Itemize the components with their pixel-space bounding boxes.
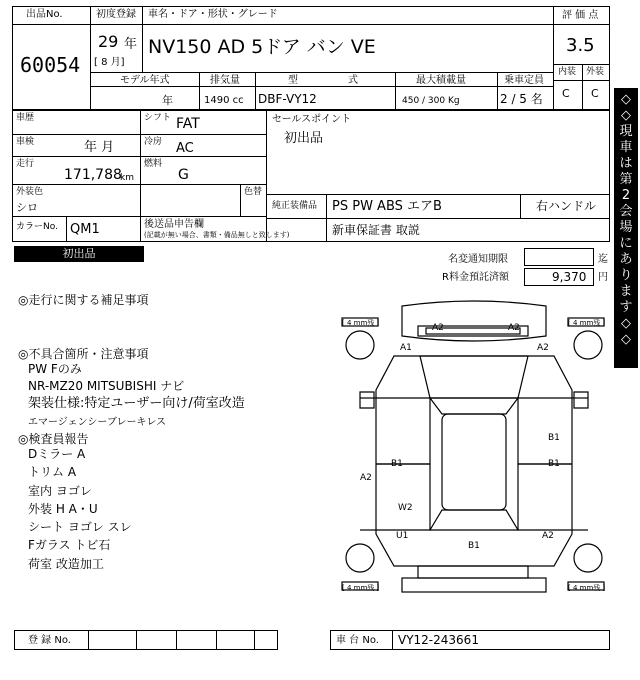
inspector-item: トリム A (28, 465, 77, 479)
damage-mark: A2 (432, 323, 444, 333)
banner-char: 第 (619, 172, 633, 187)
displacement-label: 排気量 (210, 75, 240, 86)
warranty: 新車保証書 取説 (332, 223, 420, 237)
displacement: 1490 cc (204, 95, 244, 106)
first-reg-label: 初度登録 (96, 9, 136, 20)
model-year-unit: 年 (162, 94, 173, 107)
color-no-label: カラーNo. (16, 222, 58, 232)
divider (254, 630, 255, 650)
defect-item: 架装仕様:特定ユーザー向け/荷室改造 (28, 396, 245, 411)
capacity-label: 乗車定員 (504, 75, 544, 86)
interior-label: 内装 (558, 67, 577, 77)
banner-char: ◇ (621, 316, 631, 331)
banner-char: ま (619, 284, 633, 299)
divider (266, 110, 267, 242)
max-load: 450 / 300 Kg (402, 96, 460, 106)
divider (553, 80, 610, 81)
color-no: QM1 (70, 222, 100, 237)
chassis-number: VY12-243661 (398, 633, 479, 647)
divider (140, 110, 141, 242)
damage-mark: B1 (548, 459, 560, 469)
tire-tread-rear-left: [ 4 mm残 ] (342, 584, 380, 592)
defect-item: NR-MZ20 MITSUBISHI ナビ (28, 379, 185, 393)
driving-notes-title: ◎走行に関する補足事項 (18, 293, 149, 307)
reg-no-label: 登 録 No. (28, 635, 71, 646)
banner-char: に (619, 236, 633, 251)
divider (136, 630, 137, 650)
ext-color-label: 外装色 (16, 187, 44, 197)
damage-mark: U1 (396, 531, 409, 541)
damage-mark: A2 (360, 473, 372, 483)
inspection-label: 車検 (16, 137, 35, 147)
divider (255, 72, 256, 110)
history-label: 車歴 (16, 113, 35, 123)
type-label: 型 (288, 75, 298, 86)
ac: AC (176, 141, 194, 156)
damage-mark: B1 (468, 541, 480, 551)
banner-char: 2 (621, 188, 631, 203)
divider (266, 194, 610, 195)
exterior-label: 外装 (586, 67, 605, 77)
type-label-2: 式 (348, 75, 358, 86)
fuel-label: 燃料 (144, 159, 163, 169)
divider (90, 24, 553, 25)
first-reg-month: [ 8 月] (94, 57, 125, 68)
ext-color: シロ (16, 201, 38, 214)
banner-char: 場 (619, 220, 633, 235)
fuel: G (178, 167, 189, 183)
lot-no: 60054 (20, 53, 81, 77)
damage-mark: W2 (398, 503, 413, 513)
divider (90, 72, 553, 73)
chassis-label: 車 台 No. (336, 635, 379, 646)
divider (216, 630, 217, 650)
divider (90, 86, 553, 87)
banner-char: 車 (619, 140, 633, 155)
name-change-suffix: 迄 (598, 254, 608, 265)
defects-title: ◎不具合箇所・注意事項 (18, 347, 149, 361)
inspection-value: 年 月 (84, 140, 115, 155)
inspector-item: 外装 H A・U (28, 502, 98, 516)
capacity: 2 / 5 名 (500, 92, 543, 106)
first-reg-year: 29 (98, 32, 119, 51)
banner-char: ◇ (621, 332, 631, 347)
aftermarket-note: (記載が無い場合、書類・備品無しと致します) (144, 231, 290, 239)
inspector-item: 室内 ヨゴレ (28, 484, 92, 498)
divider (176, 630, 177, 650)
damage-mark: A2 (537, 343, 549, 353)
divider (88, 630, 89, 650)
divider (392, 630, 393, 650)
divider (497, 72, 498, 110)
mileage-unit: km (120, 173, 134, 183)
mileage-label: 走行 (16, 159, 35, 169)
divider (240, 184, 241, 216)
divider (66, 216, 67, 242)
aftermarket-label: 後送品申告欄 (144, 219, 204, 230)
shift: FAT (176, 116, 200, 132)
divider (553, 6, 554, 110)
banner-char: ◇ (621, 108, 631, 123)
divider (520, 194, 521, 218)
divider (553, 64, 610, 65)
car-name-label: 車名・ドア・形状・グレード (148, 9, 278, 20)
banner-char: す (619, 300, 633, 315)
inspector-item: 荷室 改造加工 (28, 557, 104, 571)
model-type: DBF-VY12 (258, 92, 317, 106)
damage-mark: A1 (400, 343, 412, 353)
defect-item: PW Fのみ (28, 362, 82, 376)
recycle-value: 9,370 (552, 270, 587, 284)
shift-label: シフト (144, 113, 172, 123)
divider (553, 24, 610, 25)
car-condition-diagram (340, 290, 610, 602)
divider (266, 218, 610, 219)
divider (12, 134, 266, 135)
model-year-label: モデル年式 (120, 75, 170, 86)
inspector-item: Fガラス トビ石 (28, 538, 111, 552)
divider (582, 64, 583, 110)
recycle-label: R料金預託済額 (442, 272, 509, 283)
recycle-unit: 円 (598, 272, 608, 283)
inspector-item: シート ヨゴレ スレ (28, 520, 132, 534)
banner-char: り (619, 268, 633, 283)
divider (142, 6, 143, 72)
equipment-label: 純正装備品 (272, 201, 318, 211)
divider (12, 184, 266, 185)
divider (12, 24, 90, 25)
banner-char: 会 (619, 204, 633, 219)
banner-char: 現 (619, 124, 633, 139)
venue-notice-banner (614, 88, 638, 368)
max-load-label: 最大積載量 (416, 75, 466, 86)
damage-mark: B1 (391, 459, 403, 469)
damage-mark: A2 (542, 531, 554, 541)
first-listing-badge: 初出品 (14, 246, 144, 262)
damage-mark: A2 (508, 323, 520, 333)
banner-char: ◇ (621, 92, 631, 107)
inspector-title: ◎検査員報告 (18, 432, 89, 446)
equipment: PS PW ABS エアB (332, 199, 442, 214)
first-reg-year-unit: 年 (124, 37, 138, 52)
sales-point-label: セールスポイント (272, 114, 352, 125)
inspector-item: Dミラー A (28, 447, 86, 461)
mileage: 171,788 (64, 167, 122, 183)
divider (90, 6, 91, 110)
ac-label: 冷房 (144, 137, 163, 147)
damage-mark: B1 (548, 433, 560, 443)
tire-tread-front-right: [ 4 mm残 ] (568, 319, 606, 327)
divider (12, 216, 266, 217)
repaint-label: 色替 (244, 187, 263, 197)
name-change-label: 名変通知期限 (448, 254, 508, 265)
sales-point: 初出品 (284, 131, 324, 146)
divider (199, 72, 200, 110)
score-label: 評 価 点 (562, 10, 599, 21)
defect-item: エマージェンシーブレーキレス (28, 417, 167, 428)
score: 3.5 (566, 35, 595, 56)
divider (12, 156, 266, 157)
banner-char: あ (619, 252, 633, 267)
name-change-box (524, 248, 594, 266)
tire-tread-front-left: [ 4 mm残 ] (342, 319, 380, 327)
divider (395, 72, 396, 110)
lot-no-label: 出品No. (26, 9, 63, 20)
exterior-grade: C (591, 87, 599, 100)
tire-tread-rear-right: [ 4 mm残 ] (568, 584, 606, 592)
handle: 右ハンドル (536, 199, 597, 213)
banner-char: は (619, 156, 633, 171)
car-name: NV150 AD 5ドア バン VE (148, 36, 376, 58)
interior-grade: C (562, 87, 570, 100)
